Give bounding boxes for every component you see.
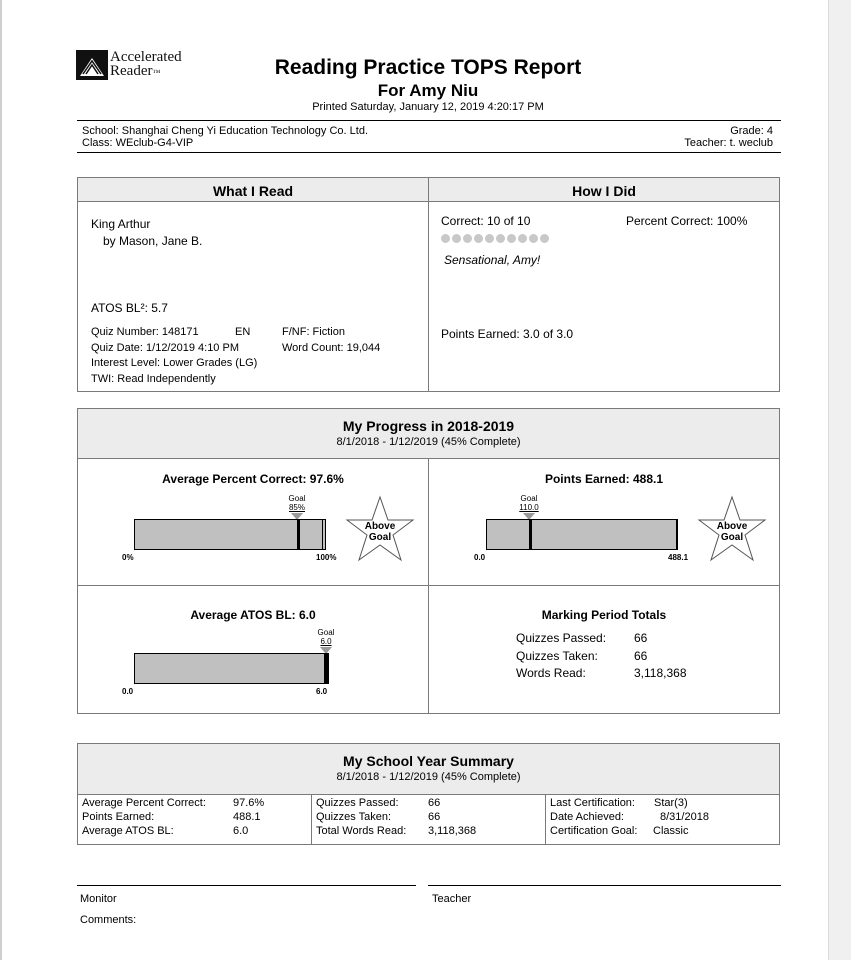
summary-c1-label-2: Average ATOS BL: [82, 825, 174, 837]
logo-text [110, 50, 182, 80]
book-author: by Mason, Jane B. [103, 234, 203, 248]
teacher-signature-line [428, 885, 781, 886]
monitor-label: Monitor [80, 893, 117, 905]
school-name: School: Shanghai Cheng Yi Education Technology Co. Ltd. [82, 125, 368, 137]
avg-pct-axis-max: 100% [316, 553, 337, 562]
correct-count: Correct: 10 of 10 [441, 214, 531, 228]
avg-pct-goal-line [297, 519, 300, 550]
summary-c2-label-0: Quizzes Passed: [316, 797, 399, 809]
summary-range: 8/1/2018 - 1/12/2019 (45% Complete) [336, 771, 521, 783]
book-title: King Arthur [91, 217, 151, 231]
question-dot [496, 234, 505, 243]
logo-tm: ™ [152, 68, 161, 77]
summary-c1-value-0: 97.6% [233, 797, 265, 809]
points-gauge [474, 494, 689, 574]
printed-timestamp: Printed Saturday, January 12, 2019 4:20:17 PM [312, 101, 544, 113]
summary-c2-value-2: 3,118,368 [428, 825, 477, 837]
accelerated-reader-logo [76, 50, 196, 90]
atos-goal-line [326, 653, 329, 684]
question-dot [452, 234, 461, 243]
question-dot [463, 234, 472, 243]
summary-c2-value-1: 66 [428, 811, 441, 823]
info-divider [77, 152, 781, 153]
header-divider [77, 120, 781, 121]
book-icon [76, 50, 108, 80]
atos-goal-word: Goal [317, 628, 335, 637]
question-dot [474, 234, 483, 243]
word-count: Word Count: 19,044 [282, 342, 381, 354]
marking-label-0: Quizzes Passed: [516, 631, 607, 645]
points-title: Points Earned: 488.1 [544, 472, 664, 486]
summary-divider-2 [545, 795, 546, 844]
progress-range: 8/1/2018 - 1/12/2019 (45% Complete) [336, 436, 521, 448]
summary-c3-label-0: Last Certification: [550, 797, 635, 809]
progress-section [77, 408, 780, 714]
atos-title: Average ATOS BL: 6.0 [190, 608, 316, 622]
teacher-name: Teacher: t. weclub [684, 137, 773, 149]
summary-title: My School Year Summary [343, 753, 514, 769]
avg-pct-value-line [322, 519, 323, 550]
summary-c1-label-0: Average Percent Correct: [82, 797, 206, 809]
summary-c3-value-2: Classic [653, 825, 689, 837]
progress-hdivider [78, 585, 779, 586]
atos-axis-min: 0.0 [122, 687, 134, 696]
logo-line1: Accelerated [110, 49, 182, 65]
avg-pct-title: Average Percent Correct: 97.6% [162, 472, 344, 486]
avg-pct-bar [134, 519, 326, 550]
comments-label: Comments: [80, 914, 137, 926]
avg-pct-goal-value: 85% [288, 503, 305, 512]
summary-c1-value-2: 6.0 [233, 825, 249, 837]
points-goal-value: 110.0 [519, 503, 539, 512]
question-dots [441, 230, 551, 248]
page-left-edge [0, 0, 2, 960]
points-star-label: Above Goal [716, 521, 748, 543]
atos-gauge [122, 628, 335, 708]
quiz-section [77, 177, 780, 392]
fiction-nonfiction: F/NF: Fiction [282, 326, 345, 338]
quiz-section-divider [428, 178, 429, 391]
book-atos: ATOS BL²: 5.7 [91, 301, 168, 315]
atos-axis-max: 6.0 [316, 687, 328, 696]
marking-value-1: 66 [634, 649, 648, 663]
question-dot [485, 234, 494, 243]
teacher-label: Teacher [432, 893, 472, 905]
question-dot [518, 234, 527, 243]
question-dot [507, 234, 516, 243]
how-i-did-header: How I Did [572, 183, 636, 199]
points-axis-min: 0.0 [474, 553, 486, 562]
page-right-margin [828, 0, 851, 960]
summary-section [77, 743, 780, 845]
question-dot [529, 234, 538, 243]
summary-c1-label-1: Points Earned: [82, 811, 155, 823]
report-title: Reading Practice TOPS Report [274, 56, 582, 79]
progress-title: My Progress in 2018-2019 [342, 418, 515, 434]
points-bar [486, 519, 678, 550]
class-name: Class: WEclub-G4-VIP [82, 137, 194, 149]
progress-vdivider [428, 459, 429, 713]
avg-pct-gauge [122, 494, 337, 574]
atos-bar [134, 653, 326, 684]
summary-c3-label-2: Certification Goal: [550, 825, 638, 837]
student-name: For Amy Niu [377, 81, 479, 100]
summary-c3-label-1: Date Achieved: [550, 811, 624, 823]
marking-label-2: Words Read: [516, 666, 586, 680]
summary-c1-value-1: 488.1 [233, 811, 261, 823]
quiz-date: Quiz Date: 1/12/2019 4:10 PM [91, 342, 239, 354]
points-axis-max: 488.1 [668, 553, 689, 562]
marking-title: Marking Period Totals [541, 608, 667, 622]
avg-pct-axis-min: 0% [122, 553, 134, 562]
logo-line2: Reader [110, 63, 153, 79]
summary-c2-label-2: Total Words Read: [316, 825, 407, 837]
question-dot [441, 234, 450, 243]
what-i-read-header: What I Read [212, 183, 294, 199]
summary-c3-value-1: 8/31/2018 [660, 811, 709, 823]
interest-level: Interest Level: Lower Grades (LG) [91, 357, 258, 369]
summary-c3-value-0: Star(3) [654, 797, 688, 809]
points-goal-line [529, 519, 532, 550]
summary-c2-value-0: 66 [428, 797, 441, 809]
monitor-signature-line [77, 885, 416, 886]
grade: Grade: 4 [730, 125, 773, 137]
percent-correct: Percent Correct: 100% [626, 214, 748, 228]
avg-pct-star-label: Above Goal [364, 521, 396, 543]
praise-message: Sensational, Amy! [444, 253, 541, 267]
points-goal-word: Goal [520, 494, 538, 503]
marking-value-0: 66 [634, 631, 648, 645]
summary-c2-label-1: Quizzes Taken: [316, 811, 392, 823]
quiz-language: EN [235, 326, 251, 338]
marking-label-1: Quizzes Taken: [516, 649, 598, 663]
points-earned: Points Earned: 3.0 of 3.0 [441, 327, 574, 341]
question-dot [540, 234, 549, 243]
summary-divider-1 [311, 795, 312, 844]
atos-value-line [324, 653, 325, 684]
quiz-number: Quiz Number: 148171 [91, 326, 199, 338]
avg-pct-goal-word: Goal [288, 494, 306, 503]
marking-value-2: 3,118,368 [634, 666, 687, 680]
points-value-line [676, 519, 677, 550]
twi: TWI: Read Independently [91, 373, 216, 385]
atos-goal-value: 6.0 [320, 637, 332, 646]
